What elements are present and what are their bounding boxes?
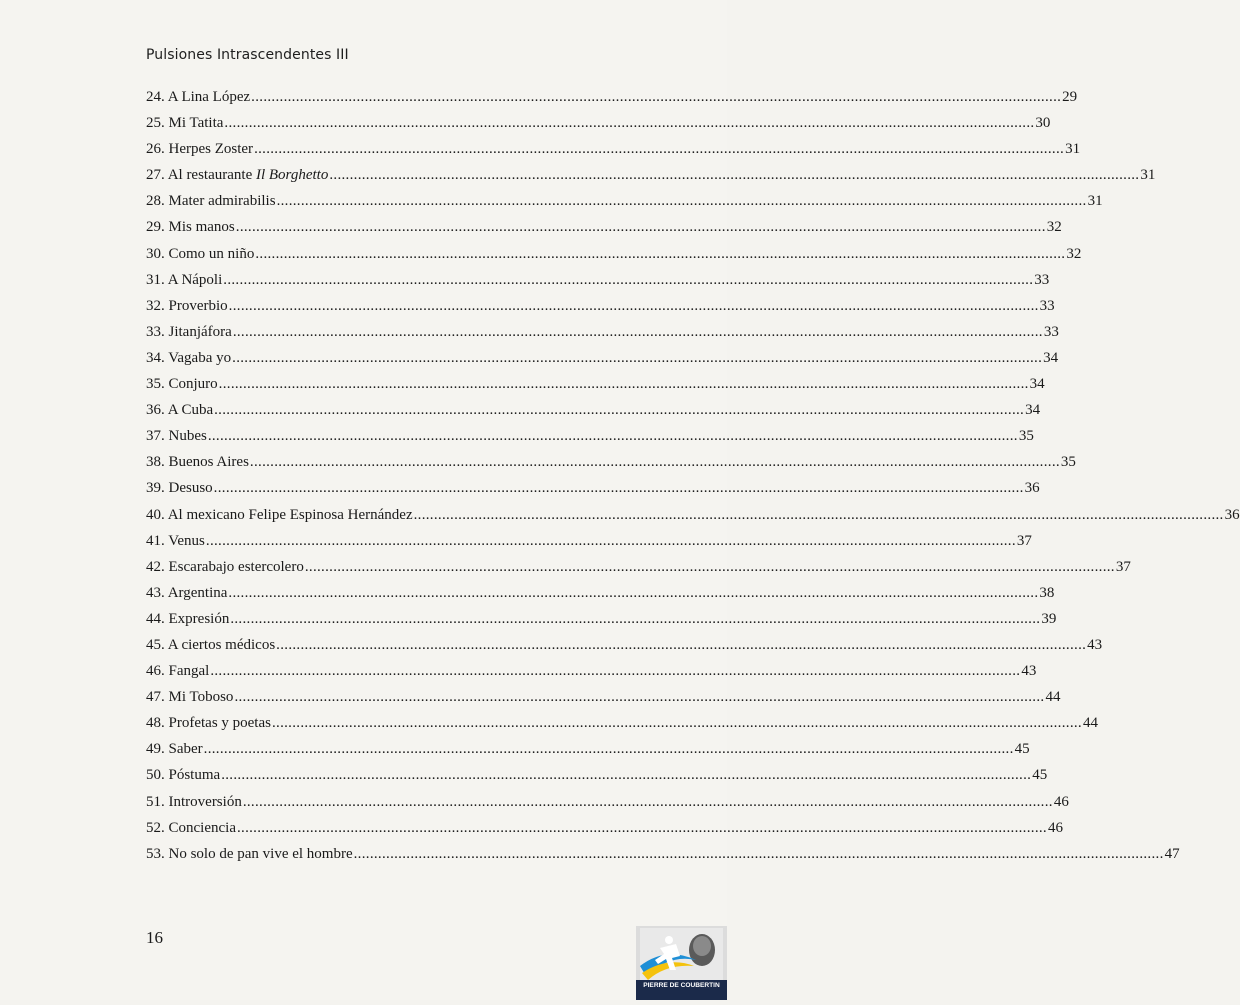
toc-entry-number: 50. <box>146 767 165 784</box>
toc-entry-number: 26. <box>146 141 165 158</box>
running-head: Pulsiones Intrascendentes III <box>146 47 349 63</box>
toc-dot-leader: ........................................................................................................................................................................................................ <box>207 428 1018 445</box>
toc-entry-title <box>146 219 235 236</box>
toc-entry-number: 44. <box>146 610 165 627</box>
toc-entry-page: 47 <box>1164 845 1180 862</box>
toc-dot-leader: ........................................................................................................................................................................................................ <box>234 689 1045 706</box>
logo-text: PIERRE DE COUBERTIN <box>643 982 720 989</box>
toc-dot-leader: ........................................................................................................................................................................................................ <box>224 115 1035 132</box>
toc-entry-page: 39 <box>1041 610 1057 627</box>
toc-entry-number: 37. <box>146 428 165 445</box>
toc-entry-page: 35 <box>1018 428 1034 445</box>
toc-entry-text: Vagaba yo <box>168 349 232 366</box>
toc-entry-title <box>146 246 254 263</box>
toc-entry-title <box>146 794 242 811</box>
toc-entry <box>146 141 1081 167</box>
toc-dot-leader: ........................................................................................................................................................................................................ <box>329 167 1140 184</box>
toc-entry-page: 45 <box>1014 741 1030 758</box>
toc-entry-page: 30 <box>1035 115 1051 132</box>
toc-entry-number: 35. <box>146 376 165 393</box>
toc-entry-page: 45 <box>1032 767 1048 784</box>
toc-dot-leader: ........................................................................................................................................................................................................ <box>218 376 1029 393</box>
toc-entry <box>146 297 1055 324</box>
toc-entry-number: 47. <box>146 689 165 706</box>
toc-entry <box>146 741 1030 767</box>
toc-entry-page: 32 <box>1066 245 1082 262</box>
toc-entry-text: Herpes Zoster <box>168 141 254 158</box>
toc-entry-number: 53. <box>146 845 165 862</box>
toc-entry-text: Proverbio <box>168 297 228 314</box>
toc-entry-title <box>146 193 276 210</box>
toc-entry-page: 37 <box>1115 558 1131 575</box>
toc-entry-page: 43 <box>1087 636 1103 653</box>
toc-entry-number: 43. <box>146 584 165 601</box>
toc-entry <box>146 193 1103 219</box>
toc-entry <box>146 663 1037 689</box>
toc-entry-text: Introversión <box>168 793 242 810</box>
toc-entry <box>146 845 1180 872</box>
table-of-contents <box>146 89 1240 872</box>
toc-entry-text: Mater admirabilis <box>168 193 276 210</box>
toc-entry-page: 31 <box>1087 193 1103 210</box>
toc-entry <box>146 767 1048 793</box>
toc-dot-leader: ........................................................................................................................................................................................................ <box>249 454 1060 471</box>
toc-entry-page: 44 <box>1045 689 1061 706</box>
toc-entry-number: 46. <box>146 663 165 680</box>
toc-dot-leader: ........................................................................................................................................................................................................ <box>276 193 1087 210</box>
page-number: 16 <box>146 928 163 947</box>
toc-entry-page: 35 <box>1060 454 1076 471</box>
toc-entry <box>146 689 1061 715</box>
toc-entry-text: Conjuro <box>168 376 218 393</box>
toc-entry <box>146 428 1034 454</box>
toc-entry-number: 40. <box>146 506 165 523</box>
toc-entry-title <box>146 141 253 158</box>
toc-entry-number: 25. <box>146 115 165 132</box>
toc-dot-leader: ........................................................................................................................................................................................................ <box>221 767 1032 784</box>
toc-dot-leader: ........................................................................................................................................................................................................ <box>304 558 1115 575</box>
toc-entry-number: 39. <box>146 480 165 497</box>
toc-entry-text: Mi Toboso <box>168 689 234 706</box>
toc-entry-text: Póstuma <box>168 767 221 784</box>
toc-entry-number: 51. <box>146 793 165 810</box>
toc-entry <box>146 532 1032 559</box>
toc-dot-leader: ........................................................................................................................................................................................................ <box>214 402 1025 419</box>
toc-entry-page: 46 <box>1047 819 1063 836</box>
toc-entry-number: 45. <box>146 636 165 653</box>
toc-entry <box>146 376 1045 402</box>
toc-entry-text: Escarabajo estercolero <box>168 558 304 575</box>
toc-entry-text: Expresión <box>168 610 230 627</box>
toc-entry-title <box>146 663 209 680</box>
toc-entry-page: 33 <box>1043 323 1059 340</box>
toc-entry-text: Conciencia <box>168 819 236 836</box>
toc-dot-leader: ........................................................................................................................................................................................................ <box>353 845 1164 862</box>
toc-entry <box>146 219 1062 245</box>
toc-entry-text: Argentina <box>167 584 228 601</box>
toc-dot-leader: ........................................................................................................................................................................................................ <box>236 819 1047 836</box>
toc-entry-title <box>146 846 353 863</box>
toc-entry-text: Mis manos <box>168 219 235 236</box>
toc-entry-number: 32. <box>146 297 165 314</box>
toc-entry-title <box>146 767 220 784</box>
toc-entry-page: 38 <box>1039 584 1055 601</box>
toc-entry <box>146 402 1041 428</box>
toc-entry-number: 42. <box>146 558 165 575</box>
toc-entry-text: Buenos Aires <box>168 454 249 471</box>
toc-entry-text: No solo de pan vive el hombre <box>168 845 353 862</box>
toc-dot-leader: ........................................................................................................................................................................................................ <box>271 715 1082 732</box>
toc-entry-page: 36 <box>1024 480 1040 497</box>
toc-dot-leader: ........................................................................................................................................................................................................ <box>223 271 1034 288</box>
toc-entry-page: 46 <box>1053 793 1069 810</box>
toc-dot-leader: ........................................................................................................................................................................................................ <box>213 480 1024 497</box>
toc-entry-title <box>146 585 227 602</box>
toc-entry <box>146 715 1098 741</box>
toc-entry-page: 44 <box>1082 715 1098 732</box>
toc-dot-leader: ........................................................................................................................................................................................................ <box>210 663 1021 680</box>
toc-entry-title <box>146 402 213 419</box>
toc-entry-title <box>146 689 233 706</box>
toc-entry-text: A Cuba <box>167 402 214 419</box>
toc-dot-leader: ........................................................................................................................................................................................................ <box>235 219 1046 236</box>
toc-entry-text: Mi Tatita <box>168 115 224 132</box>
toc-entry <box>146 610 1057 637</box>
toc-entry-title <box>146 637 275 654</box>
toc-entry-number: 28. <box>146 193 165 210</box>
toc-entry-number: 29. <box>146 219 165 236</box>
toc-entry-number: 33. <box>146 323 165 340</box>
toc-entry-text: Fangal <box>168 663 210 680</box>
toc-entry-number: 41. <box>146 532 165 549</box>
toc-entry <box>146 349 1059 376</box>
toc-entry-page: 31 <box>1140 167 1156 184</box>
toc-dot-leader: ........................................................................................................................................................................................................ <box>228 297 1039 314</box>
toc-entry-title <box>146 559 304 576</box>
toc-entry-title <box>146 428 207 445</box>
toc-entry-text: Jitanjáfora <box>168 323 232 340</box>
toc-dot-leader: ........................................................................................................................................................................................................ <box>242 793 1053 810</box>
toc-entry-page: 34 <box>1025 402 1041 419</box>
toc-dot-leader: ........................................................................................................................................................................................................ <box>228 584 1039 601</box>
toc-entry <box>146 115 1051 141</box>
toc-dot-leader: ........................................................................................................................................................................................................ <box>232 349 1043 366</box>
toc-entry-text: Saber <box>168 741 203 758</box>
toc-entry-title <box>146 89 250 106</box>
toc-entry-text: Nubes <box>168 428 207 445</box>
toc-entry-text: A Lina López <box>167 89 251 105</box>
toc-dot-leader: ........................................................................................................................................................................................................ <box>255 245 1066 262</box>
toc-entry <box>146 506 1240 533</box>
toc-dot-leader: ........................................................................................................................................................................................................ <box>251 89 1062 105</box>
toc-entry-page: 32 <box>1046 219 1062 236</box>
pierre-de-coubertin-logo <box>636 926 727 1000</box>
toc-entry-page: 43 <box>1021 663 1037 680</box>
toc-entry-title <box>146 741 203 758</box>
toc-entry <box>146 454 1076 480</box>
toc-entry-title <box>146 350 231 367</box>
toc-entry-text: A Nápoli <box>167 271 223 288</box>
toc-dot-leader: ........................................................................................................................................................................................................ <box>254 141 1065 158</box>
toc-entry-text: Al restaurante <box>167 167 253 184</box>
toc-entry-text: Venus <box>168 532 205 549</box>
toc-entry-page: 34 <box>1043 349 1059 366</box>
toc-entry-italic-text: Il Borghetto <box>255 167 329 184</box>
toc-entry <box>146 271 1050 298</box>
toc-entry <box>146 89 1078 115</box>
toc-entry-number: 27. <box>146 167 165 184</box>
toc-entry-text: A ciertos médicos <box>167 636 276 653</box>
toc-entry-title <box>146 376 218 393</box>
toc-entry-number: 34. <box>146 349 165 366</box>
toc-entry-title <box>146 533 205 550</box>
toc-entry-number: 36. <box>146 402 165 419</box>
toc-entry <box>146 819 1063 846</box>
toc-entry-title <box>146 715 271 732</box>
toc-entry-title <box>146 820 236 837</box>
toc-entry-number: 52. <box>146 819 165 836</box>
toc-entry-number: 49. <box>146 741 165 758</box>
toc-dot-leader: ........................................................................................................................................................................................................ <box>413 506 1224 523</box>
toc-entry-number: 38. <box>146 454 165 471</box>
toc-entry-page: 29 <box>1062 89 1078 105</box>
toc-entry <box>146 636 1103 663</box>
toc-entry <box>146 480 1040 506</box>
toc-entry-page: 33 <box>1034 271 1050 288</box>
toc-entry <box>146 558 1131 585</box>
toc-entry-title <box>146 298 228 315</box>
toc-entry-title <box>146 507 413 524</box>
toc-entry-text: Desuso <box>168 480 213 497</box>
toc-entry-page: 31 <box>1065 141 1081 158</box>
toc-entry-title <box>146 611 229 628</box>
toc-entry <box>146 245 1082 272</box>
toc-entry-number: 24. <box>146 89 165 105</box>
logo-emblem-icon <box>636 926 727 1000</box>
toc-entry-page: 36 <box>1224 506 1240 523</box>
toc-entry-title <box>146 272 222 289</box>
toc-entry-title <box>146 480 213 497</box>
toc-entry-text: Profetas y poetas <box>168 715 271 732</box>
toc-entry-title <box>146 454 249 471</box>
toc-dot-leader: ........................................................................................................................................................................................................ <box>230 610 1041 627</box>
toc-entry-title <box>146 324 232 341</box>
toc-entry-number: 31. <box>146 271 165 288</box>
toc-dot-leader: ........................................................................................................................................................................................................ <box>203 741 1014 758</box>
toc-entry-title <box>146 115 223 132</box>
toc-dot-leader: ........................................................................................................................................................................................................ <box>205 532 1016 549</box>
toc-dot-leader: ........................................................................................................................................................................................................ <box>276 636 1087 653</box>
toc-entry-number: 30. <box>146 245 165 262</box>
toc-entry-page: 33 <box>1039 297 1055 314</box>
toc-dot-leader: ........................................................................................................................................................................................................ <box>232 323 1043 340</box>
toc-entry-page: 37 <box>1016 532 1032 549</box>
toc-entry-title <box>146 167 328 184</box>
toc-entry-text: Como un niño <box>168 245 255 262</box>
toc-entry-number: 48. <box>146 715 165 732</box>
toc-entry <box>146 167 1156 193</box>
toc-entry <box>146 793 1069 820</box>
toc-entry <box>146 584 1055 611</box>
toc-entry-page: 34 <box>1029 376 1045 393</box>
toc-entry <box>146 323 1059 350</box>
toc-entry-text: Al mexicano Felipe Espinosa Hernández <box>167 506 413 523</box>
